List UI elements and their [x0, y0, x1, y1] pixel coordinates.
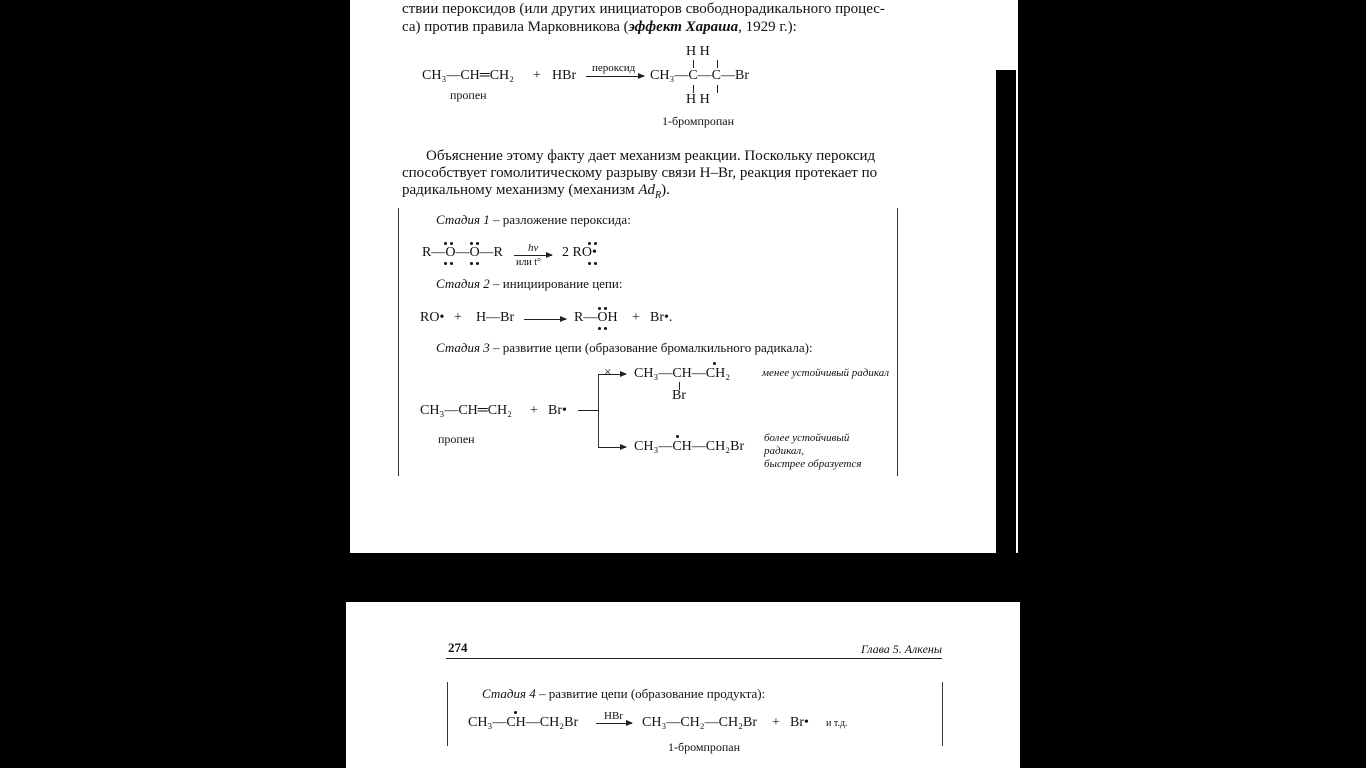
stage1-heading: Стадия 1 – разложение пероксида:	[436, 212, 631, 227]
stage4-product: CH₃—CH₂—CH₂Br	[642, 715, 757, 730]
electron-dot	[588, 242, 591, 245]
stage4-heading: Стадия 4 – развитие цепи (образование продукта):	[482, 686, 766, 701]
scan-edge-artifact	[350, 553, 1018, 562]
electron-dot	[476, 242, 479, 245]
reaction1-product-name: 1-бромпропан	[662, 114, 735, 128]
frame-left-border	[447, 682, 448, 746]
stage4-br-radical: Br•	[790, 715, 809, 730]
stage3-br-radical: Br•	[548, 403, 567, 418]
stage2-roh: R—OH	[574, 310, 618, 325]
running-head: Глава 5. Алкены	[861, 642, 942, 656]
reaction1-reactant-name: пропен	[450, 88, 487, 102]
stage4-arrow	[596, 723, 632, 724]
stage1-product: 2 RO•	[562, 245, 597, 260]
stage3-bottom-label-1: более устойчивый	[764, 432, 850, 444]
stage3-plus: +	[530, 403, 538, 418]
stage2-plus-1: +	[454, 310, 462, 325]
stage3-bottom-product: CH₃—CH—CH₂Br	[634, 439, 745, 454]
electron-dot	[470, 242, 473, 245]
reaction1-h-bottom: H H	[686, 92, 710, 107]
stage2-heading: Стадия 2 – инициирование цепи:	[436, 276, 623, 291]
electron-dot	[450, 262, 453, 265]
frame-right-border	[942, 682, 943, 746]
electron-dot	[450, 242, 453, 245]
stage3-bottom-label-3: быстрее образуется	[764, 458, 862, 470]
electron-dot	[604, 327, 607, 330]
stage4-etc: и т.д.	[826, 718, 848, 729]
intro-line-1: ствии пероксидов (или других инициаторов свободнорадикального процес-	[402, 1, 885, 17]
branch-vertical	[598, 374, 599, 447]
frame-left-border	[398, 208, 399, 476]
stage3-top-br: Br	[672, 388, 686, 403]
stage1-arrow-bottom: или t°	[516, 257, 541, 268]
electron-dot	[444, 242, 447, 245]
scanned-page-bottom	[346, 602, 1020, 768]
bond	[717, 85, 718, 93]
electron-dot	[604, 307, 607, 310]
stage1-arrow-top: hν	[528, 242, 539, 254]
stage4-arrow-label: HBr	[604, 710, 623, 722]
stage2-br-radical: Br•.	[650, 310, 673, 325]
radical-dot	[713, 362, 716, 365]
stage2-plus-2: +	[632, 310, 640, 325]
stage2-hbr: H—Br	[476, 310, 515, 325]
stage3-top-label: менее устойчивый радикал	[762, 367, 890, 379]
stage3-top-product: CH₃—CH—CH₂	[634, 366, 731, 381]
electron-dot	[444, 262, 447, 265]
stage4-plus: +	[772, 715, 780, 730]
explanation-line-1: Объяснение этому факту дает механизм реакции. Поскольку пероксид	[426, 148, 876, 164]
bond	[693, 60, 694, 68]
explanation-line-2: способствует гомолитическому разрыву связи H–Br, реакция протекает по	[402, 165, 878, 181]
branch-arrow-bottom	[598, 447, 626, 448]
stage1-peroxide: R—O—O—R	[422, 245, 503, 260]
branch-arrow-top	[598, 374, 626, 375]
radical-dot	[676, 435, 679, 438]
stage1-arrow	[514, 255, 552, 256]
bond	[717, 60, 718, 68]
reaction1-arrow-label: пероксид	[592, 62, 636, 74]
stage3-reactant-name: пропен	[438, 432, 475, 446]
stage4-product-name: 1-бромпропан	[668, 740, 741, 754]
stage4-reactant: CH₃—CH—CH₂Br	[468, 715, 579, 730]
stage3-reactant: CH₃—CH═CH₂	[420, 403, 513, 418]
stage2-arrow	[524, 319, 566, 320]
branch-stem	[578, 410, 598, 411]
scan-side-artifact	[996, 70, 1016, 560]
reaction1-reagent: HBr	[552, 68, 577, 83]
electron-dot	[594, 242, 597, 245]
electron-dot	[598, 327, 601, 330]
electron-dot	[594, 262, 597, 265]
stage3-heading: Стадия 3 – развитие цепи (образование бромалкильного радикала):	[436, 340, 813, 355]
header-rule	[446, 658, 942, 659]
intro-line-2: са) против правила Марковникова (эффект Хараша, 1929 г.):	[402, 19, 797, 35]
stage2-ro-radical: RO•	[420, 310, 445, 325]
reaction1-reactant: CH₃—CH═CH₂	[422, 68, 515, 83]
explanation-line-3: радикальному механизму (механизм $Ad_R$).	[402, 182, 670, 201]
stage3-bottom-label-2: радикал,	[764, 445, 804, 457]
reaction1-product: CH₃—C—C—Br	[650, 68, 750, 83]
radical-dot	[514, 711, 517, 714]
scanned-page-top	[350, 0, 1018, 562]
reaction1-plus: +	[533, 68, 541, 83]
electron-dot	[470, 262, 473, 265]
electron-dot	[598, 307, 601, 310]
kharasch-effect-term: эффект Хараша	[628, 19, 739, 35]
blocked-path-mark: ×	[604, 364, 612, 379]
reaction1-arrow	[586, 76, 644, 77]
frame-right-border	[897, 208, 898, 476]
electron-dot	[588, 262, 591, 265]
page-number: 274	[448, 640, 468, 655]
electron-dot	[476, 262, 479, 265]
reaction1-h-top: H H	[686, 44, 710, 59]
